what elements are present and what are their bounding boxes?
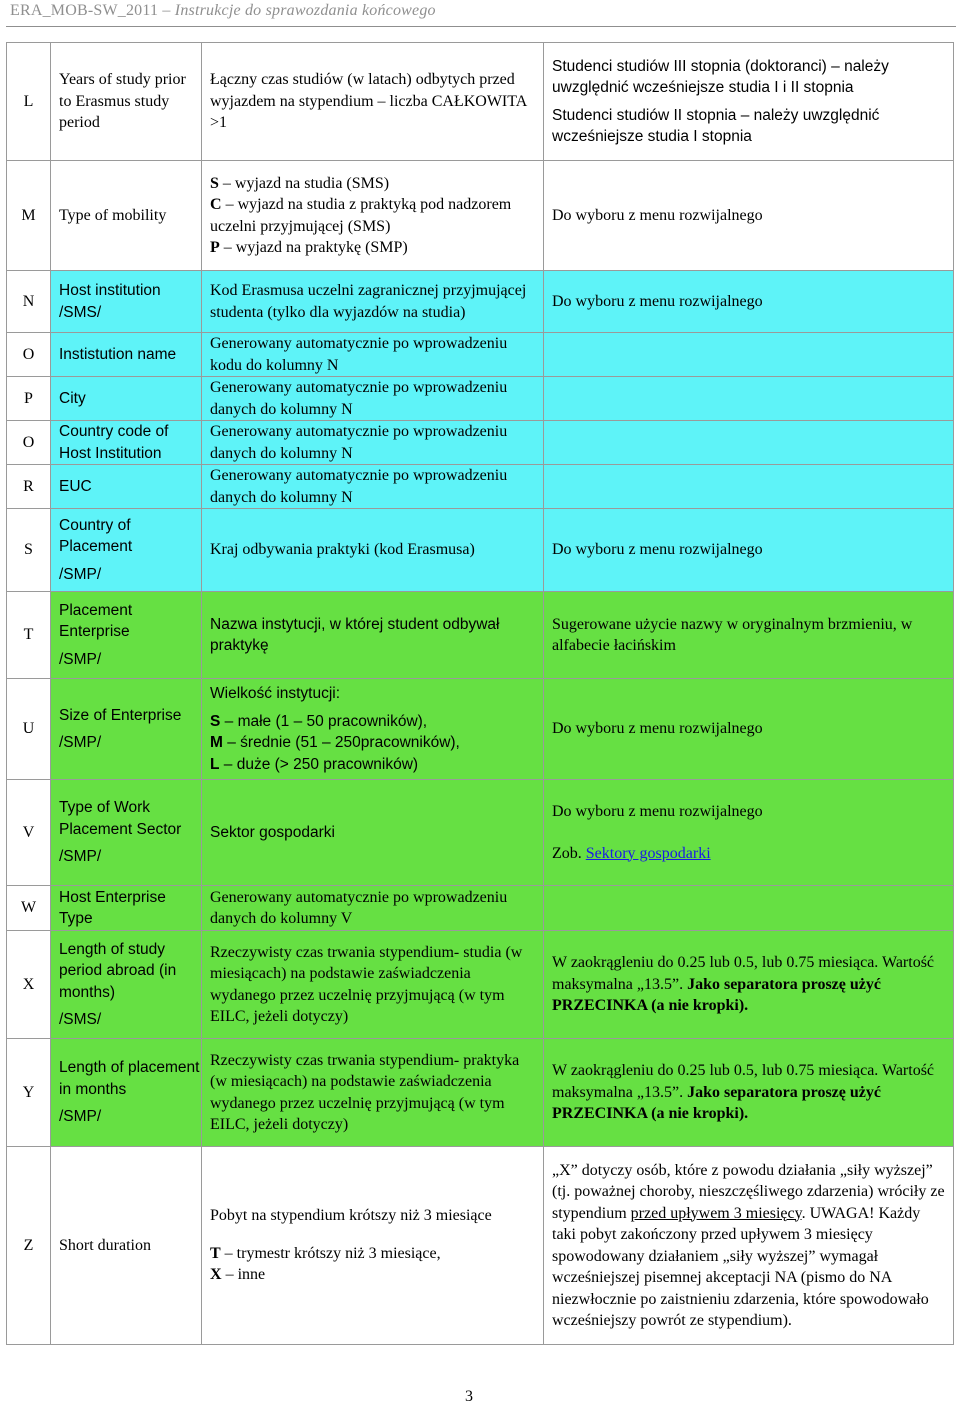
code-t: T: [210, 1244, 221, 1262]
size-s-text: – małe (1 – 50 pracowników),: [220, 712, 428, 730]
row-letter: M: [7, 161, 51, 271]
field-name: Short duration: [51, 1147, 202, 1345]
row-Q: [7, 421, 954, 465]
field-name: City: [51, 377, 202, 421]
code-c-text: – wyjazd na studia z praktyką pod nadzorem uczelni przyjmującej (SMS): [210, 196, 512, 235]
force-majeure-note: „X” dotyczy osób, które z powodu działania „siły wyższej” (tj. poważnej choroby, nieszczęśliwego zdarzenia) wróciły ze stypendium: [552, 1161, 945, 1222]
field-name-text: Length of study period abroad (in months): [59, 940, 177, 1001]
field-note: [544, 886, 954, 931]
see-label: Zob.: [552, 844, 586, 862]
field-name-text: Size of Enterprise: [59, 706, 182, 724]
field-tag: /SMP/: [59, 650, 102, 668]
row-Y: [7, 1039, 954, 1147]
header-title: Instrukcje do sprawozdania końcowego: [174, 2, 436, 19]
size-m-text: – średnie (51 – 250pracowników),: [222, 734, 460, 751]
field-note: Do wyboru z menu rozwijalnego: [544, 679, 954, 780]
sectors-link[interactable]: Sektory gospodarki: [585, 844, 711, 862]
row-letter: R: [7, 465, 51, 509]
field-name: [51, 679, 202, 780]
field-note: [544, 780, 954, 886]
field-note: [544, 931, 954, 1039]
field-note: [544, 1039, 954, 1147]
row-letter: Y: [7, 1039, 51, 1147]
code-p-text: – wyjazd na praktykę (SMP): [219, 239, 408, 256]
row-letter: X: [7, 931, 51, 1039]
field-name: [51, 1039, 202, 1147]
field-name-text: Country of Placement: [59, 516, 133, 556]
row-V: [7, 780, 954, 886]
note-phd: Studenci studiów III stopnia (doktoranci) – należy uwzględnić wcześniejsze studia I i II stopnia: [552, 57, 889, 96]
row-letter: V: [7, 780, 51, 886]
code-t-text: – trymestr krótszy niż 3 miesiące,: [220, 1244, 441, 1262]
field-note: Sugerowane użycie nazwy w oryginalnym brzmieniu, w alfabecie łacińskim: [544, 592, 954, 679]
field-description: Generowany automatycznie po wprowadzeniu danych do kolumny N: [202, 377, 544, 421]
code-p: P: [210, 239, 220, 256]
code-x: X: [210, 1266, 222, 1284]
rounding-note: W zaokrągleniu do 0.25 lub 0.5, lub 0.75 miesiąca. Wartość maksymalna „13.5”.: [552, 1062, 935, 1101]
field-name: Years of study prior to Erasmus study period: [51, 43, 202, 161]
row-Z: [7, 1147, 954, 1345]
row-X: [7, 931, 954, 1039]
field-note: [544, 421, 954, 465]
field-description: Nazwa instytucji, w której student odbywał praktykę: [202, 592, 544, 679]
field-tag: /SMS/: [59, 303, 102, 321]
row-P: [7, 377, 954, 421]
field-name: Country code of Host Institution: [51, 421, 202, 465]
field-name-text: Host institution: [59, 282, 161, 299]
size-l-text: – duże (> 250 pracowników): [219, 755, 419, 773]
field-description: Generowany automatycznie po wprowadzeniu danych do kolumny V: [202, 886, 544, 931]
row-W: [7, 886, 954, 931]
row-R: [7, 465, 954, 509]
row-letter: N: [7, 271, 51, 333]
field-name: [51, 592, 202, 679]
row-O: [7, 333, 954, 377]
field-description: Generowany automatycznie po wprowadzeniu kodu do kolumny N: [202, 333, 544, 377]
size-title: Wielkość instytucji:: [210, 685, 341, 702]
code-s: S: [210, 174, 219, 192]
field-description: Generowany automatycznie po wprowadzeniu danych do kolumny N: [202, 465, 544, 509]
row-letter: Z: [7, 1147, 51, 1345]
field-tag: /SMP/: [59, 565, 102, 583]
row-letter: S: [7, 509, 51, 592]
page-header: [10, 2, 436, 20]
row-letter: U: [7, 679, 51, 780]
field-tag: /SMP/: [59, 734, 102, 751]
size-s: S: [210, 712, 221, 730]
field-name: EUC: [51, 465, 202, 509]
field-description: [202, 161, 544, 271]
row-letter: O: [7, 333, 51, 377]
code-x-text: – inne: [221, 1266, 266, 1284]
short-duration-desc: Pobyt na stypendium krótszy niż 3 miesiące: [210, 1207, 492, 1225]
row-U: [7, 679, 954, 780]
field-description: Rzeczywisty czas trwania stypendium- praktyka (w miesiącach) na podstawie zaświadczenia wydanego przez uczelnię przyjmującą (w tym EILC, jeżeli dotyczy): [202, 1039, 544, 1147]
size-m: M: [210, 734, 223, 751]
code-c: C: [210, 196, 222, 213]
row-letter: O: [7, 421, 51, 465]
separator-note: Jako separatora proszę użyć PRZECINKA (a nie kropki).: [552, 975, 881, 1015]
field-name-text: Length of placement in months: [59, 1059, 200, 1098]
field-note: Do wyboru z menu rozwijalnego: [544, 271, 954, 333]
field-name-text: Placement Enterprise: [59, 601, 133, 641]
separator-note: Jako separatora proszę użyć PRZECINKA (a nie kropki).: [552, 1083, 881, 1123]
header-prefix: ERA_MOB-SW_2011 –: [10, 2, 175, 19]
field-description: Łączny czas studiów (w latach) odbytych przed wyjazdem na stypendium – liczba CAŁKOWITA >1: [202, 43, 544, 161]
row-L: [7, 43, 954, 161]
instructions-table: [6, 42, 954, 1345]
row-letter: W: [7, 886, 51, 931]
row-T: [7, 592, 954, 679]
row-S: [7, 509, 954, 592]
code-s-text: – wyjazd na studia (SMS): [218, 174, 390, 192]
field-description: Generowany automatycznie po wprowadzeniu danych do kolumny N: [202, 421, 544, 465]
field-note: [544, 465, 954, 509]
field-description: Kraj odbywania praktyki (kod Erasmusa): [202, 509, 544, 592]
note-masters: Studenci studiów II stopnia – należy uwzględnić wcześniejsze studia I stopnia: [552, 106, 880, 145]
dropdown-note: Do wyboru z menu rozwijalnego: [552, 803, 763, 820]
row-N: [7, 271, 954, 333]
row-M: [7, 161, 954, 271]
force-majeure-underlined: przed upływem 3 miesięcy: [630, 1204, 802, 1222]
field-name: Host Enterprise Type: [51, 886, 202, 931]
field-description: Rzeczywisty czas trwania stypendium- studia (w miesiącach) na podstawie zaświadczenia wydanego przez uczelnię przyjmującą (w tym EILC, jeżeli dotyczy): [202, 931, 544, 1039]
header-rule: [6, 26, 956, 27]
field-note: [544, 43, 954, 161]
field-tag: /SMP/: [59, 1108, 102, 1126]
field-name: [51, 509, 202, 592]
size-l: L: [210, 755, 220, 773]
page-number: 3: [465, 1388, 473, 1405]
field-name-text: Type of Work Placement Sector: [59, 799, 182, 838]
field-note: Do wyboru z menu rozwijalnego: [544, 509, 954, 592]
field-name: [51, 780, 202, 886]
field-note: [544, 377, 954, 421]
field-description: Sektor gospodarki: [202, 780, 544, 886]
field-name: [51, 931, 202, 1039]
field-tag: /SMP/: [59, 848, 102, 866]
row-letter: T: [7, 592, 51, 679]
field-name: [51, 271, 202, 333]
field-description: [202, 1147, 544, 1345]
field-name: Instistution name: [51, 333, 202, 377]
field-description: Kod Erasmusa uczelni zagranicznej przyjmującej studenta (tylko dla wyjazdów na studia): [202, 271, 544, 333]
field-note: [544, 333, 954, 377]
row-letter: P: [7, 377, 51, 421]
rounding-note: W zaokrągleniu do 0.25 lub 0.5, lub 0.75 miesiąca. Wartość maksymalna „13.5”.: [552, 954, 935, 993]
row-letter: L: [7, 43, 51, 161]
field-name: Type of mobility: [51, 161, 202, 271]
field-note: Do wyboru z menu rozwijalnego: [544, 161, 954, 271]
field-description: [202, 679, 544, 780]
force-majeure-note-end: . UWAGA! Każdy taki pobyt zakończony przed upływem 3 miesięcy spowodowany działaniem „siły wyższej” wymagał wcześniejszej pisemnej akceptacji NA (pismo do NA niezwłocznie po zaistnieniu zdarzenia, które spowodowało wcześniejszy powrót ze stypendium).: [552, 1204, 929, 1329]
field-tag: /SMS/: [59, 1011, 102, 1028]
field-note: [544, 1147, 954, 1345]
